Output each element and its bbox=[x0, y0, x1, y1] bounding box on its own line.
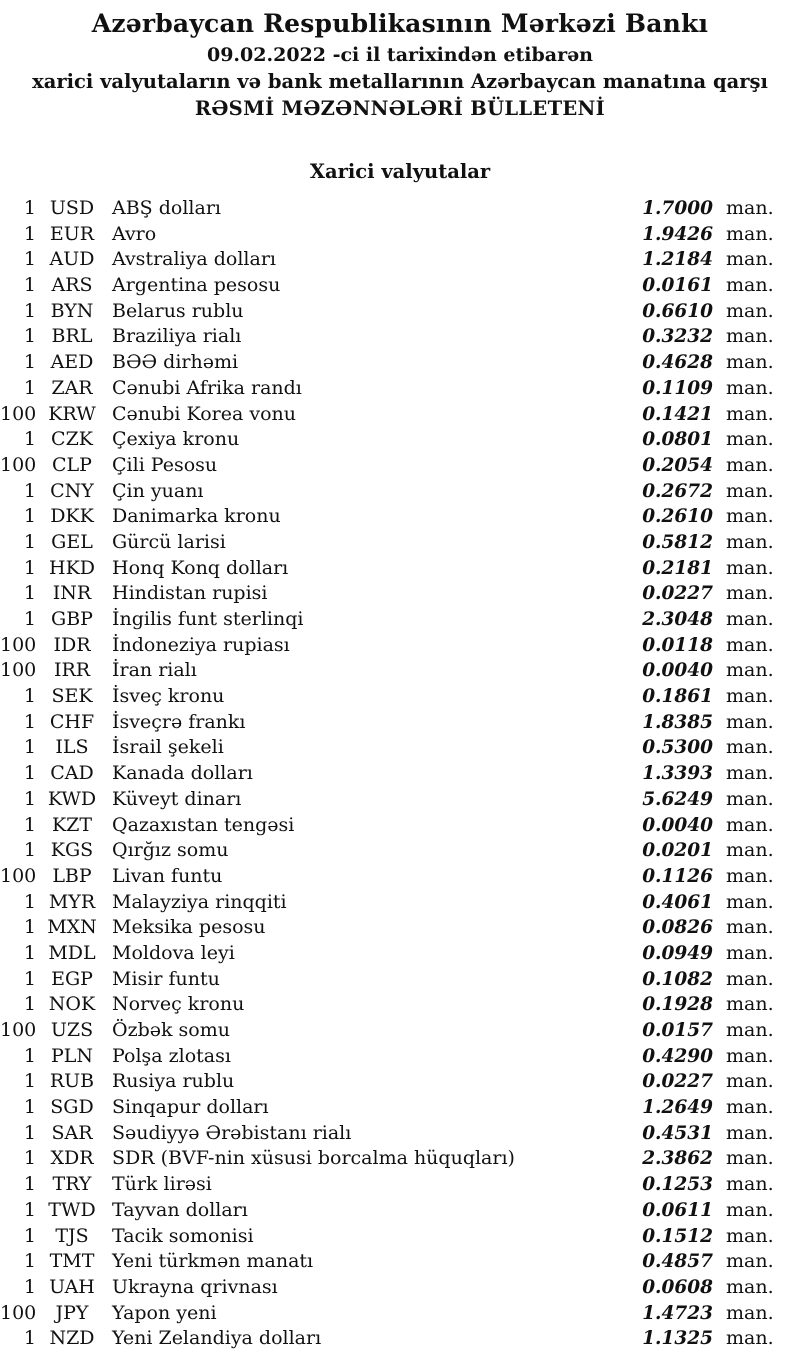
quantity-cell: 1 bbox=[23, 428, 36, 451]
currency-name-cell: Tayvan dolları bbox=[112, 1198, 248, 1221]
quantity-cell: 100 bbox=[0, 864, 37, 887]
table-row bbox=[0, 479, 800, 505]
currency-code-cell: CLP bbox=[52, 453, 92, 476]
currency-name-cell: İndoneziya rupiası bbox=[112, 633, 290, 656]
currency-name-cell: Braziliya rialı bbox=[112, 325, 242, 348]
unit-cell: man. bbox=[726, 1301, 774, 1324]
table-row bbox=[0, 941, 800, 967]
rate-cell: 0.0826 bbox=[642, 917, 713, 939]
quantity-cell: 1 bbox=[23, 1224, 36, 1247]
bank-title: Azərbaycan Respublikasının Mərkəzi Bankı bbox=[91, 9, 709, 38]
quantity-cell: 1 bbox=[23, 839, 36, 862]
unit-cell: man. bbox=[726, 659, 774, 682]
unit-cell: man. bbox=[726, 248, 774, 271]
table-row bbox=[0, 581, 800, 607]
currency-name-cell: Cənubi Korea vonu bbox=[112, 402, 296, 425]
currency-code-cell: SGD bbox=[50, 1096, 94, 1119]
unit-cell: man. bbox=[726, 479, 774, 502]
unit-cell: man. bbox=[726, 556, 774, 579]
table-row bbox=[0, 247, 800, 273]
currency-code-cell: ZAR bbox=[51, 376, 93, 399]
currency-name-cell: Cənubi Afrika randı bbox=[112, 376, 302, 399]
table-row bbox=[0, 1301, 800, 1327]
currency-code-cell: SEK bbox=[51, 685, 93, 708]
currency-table bbox=[0, 196, 800, 1352]
quantity-cell: 1 bbox=[23, 916, 36, 939]
quantity-cell: 1 bbox=[23, 762, 36, 785]
quantity-cell: 1 bbox=[23, 608, 36, 630]
currency-name-cell: Avstraliya dolları bbox=[112, 248, 276, 271]
table-row bbox=[0, 890, 800, 916]
document-header bbox=[0, 0, 800, 123]
rate-cell: 2.3862 bbox=[642, 1148, 713, 1170]
quantity-cell: 1 bbox=[23, 736, 36, 759]
currency-name-cell: Polşa zlotası bbox=[112, 1044, 231, 1067]
currency-code-cell: DKK bbox=[50, 505, 94, 528]
currency-name-cell: İsrail şekeli bbox=[112, 736, 224, 759]
unit-cell: man. bbox=[726, 402, 774, 425]
table-row bbox=[0, 710, 800, 736]
rate-cell: 0.0201 bbox=[642, 840, 713, 862]
table-row bbox=[0, 1249, 800, 1275]
unit-cell: man. bbox=[726, 1275, 774, 1298]
table-row bbox=[0, 787, 800, 813]
currency-code-cell: MYR bbox=[48, 890, 96, 913]
table-row bbox=[0, 324, 800, 350]
rate-cell: 0.0801 bbox=[642, 429, 713, 451]
currency-code-cell: RUB bbox=[49, 1070, 95, 1093]
table-row bbox=[0, 1224, 800, 1250]
table-row bbox=[0, 992, 800, 1018]
unit-cell: man. bbox=[726, 685, 774, 708]
table-row bbox=[0, 196, 800, 222]
unit-cell: man. bbox=[726, 1224, 774, 1247]
currency-name-cell: Çin yuanı bbox=[112, 479, 204, 502]
unit-cell: man. bbox=[726, 1327, 774, 1350]
currency-name-cell: Kanada dolları bbox=[112, 762, 253, 785]
quantity-cell: 1 bbox=[23, 813, 36, 836]
quantity-cell: 1 bbox=[23, 274, 36, 297]
currency-name-cell: Küveyt dinarı bbox=[112, 787, 242, 810]
quantity-cell: 1 bbox=[23, 967, 36, 990]
currency-name-cell: Norveç kronu bbox=[112, 993, 245, 1016]
currency-name-cell: Avro bbox=[112, 222, 157, 245]
quantity-cell: 1 bbox=[23, 1198, 36, 1221]
currency-code-cell: GEL bbox=[51, 530, 93, 553]
subject-line: xarici valyutaların və bank metallarının Azərbaycan manatına qarşı bbox=[32, 70, 768, 93]
currency-code-cell: ILS bbox=[55, 736, 89, 759]
unit-cell: man. bbox=[726, 890, 774, 913]
rate-cell: 0.4531 bbox=[642, 1122, 713, 1144]
rate-cell: 0.1421 bbox=[642, 403, 713, 425]
currency-name-cell: Argentina pesosu bbox=[112, 274, 281, 297]
currency-name-cell: Türk lirəsi bbox=[112, 1173, 212, 1196]
currency-code-cell: XDR bbox=[50, 1147, 94, 1170]
currency-code-cell: TRY bbox=[52, 1173, 92, 1196]
currency-code-cell: AUD bbox=[49, 248, 95, 271]
currency-code-cell: CZK bbox=[51, 428, 93, 451]
quantity-cell: 100 bbox=[0, 659, 37, 682]
table-row bbox=[0, 607, 800, 633]
unit-cell: man. bbox=[726, 1250, 774, 1273]
rate-cell: 2.3048 bbox=[642, 609, 713, 630]
unit-cell: man. bbox=[726, 1044, 774, 1067]
unit-cell: man. bbox=[726, 787, 774, 810]
currency-code-cell: HKD bbox=[49, 556, 95, 579]
rate-cell: 0.5300 bbox=[642, 737, 713, 759]
currency-code-cell: KZT bbox=[51, 813, 93, 836]
table-row bbox=[0, 1146, 800, 1172]
rate-cell: 0.4857 bbox=[642, 1251, 713, 1273]
rate-cell: 1.8385 bbox=[642, 711, 713, 733]
currency-name-cell: Çili Pesosu bbox=[112, 453, 218, 476]
currency-name-cell: İsveçrə frankı bbox=[112, 710, 246, 733]
unit-cell: man. bbox=[726, 762, 774, 785]
currency-name-cell: Moldova leyi bbox=[112, 941, 235, 964]
quantity-cell: 1 bbox=[23, 1250, 36, 1273]
table-row bbox=[0, 350, 800, 376]
currency-name-cell: Rusiya rublu bbox=[112, 1070, 235, 1093]
unit-cell: man. bbox=[726, 736, 774, 759]
table-row bbox=[0, 1095, 800, 1121]
currency-name-cell: Tacik somonisi bbox=[112, 1224, 254, 1247]
table-row bbox=[0, 658, 800, 684]
currency-name-cell: Ukrayna qrivnası bbox=[112, 1275, 278, 1298]
rate-cell: 0.1861 bbox=[642, 686, 713, 708]
table-row bbox=[0, 273, 800, 299]
rate-cell: 1.3393 bbox=[642, 763, 713, 785]
currency-code-cell: TJS bbox=[55, 1224, 89, 1247]
unit-cell: man. bbox=[726, 916, 774, 939]
unit-cell: man. bbox=[726, 710, 774, 733]
table-row bbox=[0, 376, 800, 402]
rate-cell: 1.2649 bbox=[642, 1097, 713, 1119]
currency-code-cell: NZD bbox=[49, 1327, 95, 1350]
rate-cell: 0.2181 bbox=[642, 557, 713, 579]
unit-cell: man. bbox=[726, 1096, 774, 1119]
currency-name-cell: Qazaxıstan tengəsi bbox=[112, 813, 295, 836]
unit-cell: man. bbox=[726, 967, 774, 990]
currency-name-cell: Yapon yeni bbox=[112, 1301, 217, 1324]
currency-name-cell: Honq Konq dolları bbox=[112, 556, 289, 579]
rate-cell: 0.1109 bbox=[642, 377, 713, 399]
rate-cell: 0.0161 bbox=[642, 275, 713, 297]
quantity-cell: 1 bbox=[23, 582, 36, 605]
rate-cell: 0.3232 bbox=[642, 326, 713, 348]
currency-code-cell: CAD bbox=[50, 762, 94, 785]
currency-name-cell: Meksika pesosu bbox=[112, 916, 266, 939]
quantity-cell: 1 bbox=[23, 505, 36, 528]
unit-cell: man. bbox=[726, 299, 774, 322]
table-row bbox=[0, 761, 800, 787]
currency-name-cell: İngilis funt sterlinqi bbox=[112, 608, 304, 630]
rate-cell: 1.7000 bbox=[642, 198, 713, 219]
currency-name-cell: BƏƏ dirhəmi bbox=[112, 351, 239, 374]
currency-name-cell: Yeni türkmən manatı bbox=[112, 1250, 314, 1273]
rate-cell: 1.1325 bbox=[642, 1328, 713, 1350]
currency-code-cell: CNY bbox=[50, 479, 94, 502]
currency-name-cell: Misir funtu bbox=[112, 967, 220, 990]
rate-cell: 0.0611 bbox=[642, 1199, 713, 1221]
table-row bbox=[0, 1121, 800, 1147]
quantity-cell: 1 bbox=[23, 530, 36, 553]
currency-code-cell: UZS bbox=[50, 1019, 94, 1041]
quantity-cell: 1 bbox=[23, 685, 36, 708]
unit-cell: man. bbox=[726, 608, 774, 630]
rate-cell: 0.2672 bbox=[642, 480, 713, 502]
quantity-cell: 1 bbox=[23, 1327, 36, 1350]
table-row bbox=[0, 556, 800, 582]
quantity-cell: 1 bbox=[23, 1173, 36, 1196]
effective-date-line: 09.02.2022 -ci il tarixindən etibarən bbox=[206, 44, 593, 66]
unit-cell: man. bbox=[726, 376, 774, 399]
currency-code-cell: KRW bbox=[48, 402, 96, 425]
quantity-cell: 1 bbox=[23, 710, 36, 733]
unit-cell: man. bbox=[726, 428, 774, 451]
table-row bbox=[0, 967, 800, 993]
table-row bbox=[0, 402, 800, 428]
rate-cell: 0.4628 bbox=[642, 352, 713, 374]
table-row bbox=[0, 1044, 800, 1070]
currency-code-cell: SAR bbox=[51, 1121, 93, 1144]
currency-name-cell: Gürcü larisi bbox=[112, 530, 226, 553]
quantity-cell: 100 bbox=[0, 633, 37, 656]
unit-cell: man. bbox=[726, 1173, 774, 1196]
table-row bbox=[0, 427, 800, 453]
quantity-cell: 1 bbox=[23, 787, 36, 810]
currency-code-cell: TWD bbox=[48, 1198, 96, 1221]
table-row bbox=[0, 453, 800, 479]
quantity-cell: 100 bbox=[0, 1301, 37, 1324]
currency-code-cell: GBP bbox=[51, 608, 93, 630]
currency-code-cell: EUR bbox=[49, 222, 95, 245]
quantity-cell: 1 bbox=[23, 197, 36, 219]
unit-cell: man. bbox=[726, 274, 774, 297]
currency-code-cell: EGP bbox=[51, 967, 93, 990]
currency-code-cell: LBP bbox=[52, 864, 92, 887]
currency-name-cell: Belarus rublu bbox=[112, 299, 244, 322]
unit-cell: man. bbox=[726, 197, 774, 219]
table-row bbox=[0, 633, 800, 659]
currency-code-cell: KWD bbox=[47, 787, 97, 810]
rate-cell: 0.0157 bbox=[642, 1020, 713, 1041]
currency-code-cell: IRR bbox=[53, 659, 91, 682]
rate-cell: 0.1512 bbox=[642, 1225, 713, 1247]
quantity-cell: 1 bbox=[23, 222, 36, 245]
table-row bbox=[0, 299, 800, 325]
currency-name-cell: SDR (BVF-nin xüsusi borcalma hüquqları) bbox=[112, 1147, 515, 1170]
currency-code-cell: NOK bbox=[48, 993, 96, 1016]
rate-cell: 0.5812 bbox=[642, 531, 713, 553]
rate-cell: 5.6249 bbox=[642, 788, 713, 810]
rate-cell: 0.0227 bbox=[642, 583, 713, 605]
currency-name-cell: Səudiyyə Ərəbistanı rialı bbox=[112, 1121, 352, 1144]
rate-cell: 0.4290 bbox=[642, 1045, 713, 1067]
quantity-cell: 1 bbox=[23, 351, 36, 374]
currency-name-cell: İsveç kronu bbox=[112, 685, 225, 708]
quantity-cell: 1 bbox=[23, 890, 36, 913]
quantity-cell: 1 bbox=[23, 1044, 36, 1067]
rate-cell: 0.0949 bbox=[642, 942, 713, 964]
currency-name-cell: Özbək somu bbox=[112, 1019, 230, 1041]
currency-name-cell: İran rialı bbox=[112, 659, 197, 682]
currency-name-cell: Hindistan rupisi bbox=[112, 582, 268, 605]
rate-cell: 0.0040 bbox=[642, 660, 713, 682]
rate-cell: 0.0118 bbox=[642, 634, 713, 656]
quantity-cell: 1 bbox=[23, 941, 36, 964]
unit-cell: man. bbox=[726, 633, 774, 656]
currency-code-cell: JPY bbox=[55, 1301, 89, 1324]
section-title-foreign-currencies: Xarici valyutalar bbox=[309, 160, 491, 183]
quantity-cell: 1 bbox=[23, 993, 36, 1016]
table-row bbox=[0, 530, 800, 556]
rate-cell: 1.4723 bbox=[642, 1302, 713, 1324]
table-row bbox=[0, 1172, 800, 1198]
currency-code-cell: TMT bbox=[49, 1250, 95, 1273]
unit-cell: man. bbox=[726, 839, 774, 862]
currency-code-cell: KGS bbox=[50, 839, 94, 862]
unit-cell: man. bbox=[726, 1070, 774, 1093]
table-row bbox=[0, 915, 800, 941]
quantity-cell: 1 bbox=[23, 1147, 36, 1170]
currency-name-cell: Yeni Zelandiya dolları bbox=[112, 1327, 322, 1350]
quantity-cell: 1 bbox=[23, 1121, 36, 1144]
rate-cell: 0.1253 bbox=[642, 1174, 713, 1196]
quantity-cell: 1 bbox=[23, 248, 36, 271]
currency-code-cell: AED bbox=[50, 351, 94, 374]
currency-name-cell: Malayziya rinqqiti bbox=[112, 890, 287, 913]
currency-name-cell: Danimarka kronu bbox=[112, 505, 281, 528]
table-row bbox=[0, 864, 800, 890]
table-row bbox=[0, 222, 800, 248]
rate-cell: 0.0608 bbox=[642, 1276, 713, 1298]
currency-code-cell: MXN bbox=[47, 916, 97, 939]
bulletin-title: RƏSMİ MƏZƏNNƏLƏRİ BÜLLETENİ bbox=[194, 97, 606, 120]
unit-cell: man. bbox=[726, 993, 774, 1016]
quantity-cell: 1 bbox=[23, 376, 36, 399]
unit-cell: man. bbox=[726, 1019, 774, 1041]
table-row bbox=[0, 1198, 800, 1224]
rate-cell: 1.2184 bbox=[642, 249, 713, 271]
unit-cell: man. bbox=[726, 1121, 774, 1144]
rate-cell: 1.9426 bbox=[642, 223, 713, 245]
currency-name-cell: Livan funtu bbox=[112, 864, 223, 887]
unit-cell: man. bbox=[726, 505, 774, 528]
quantity-cell: 100 bbox=[0, 1019, 37, 1041]
rate-cell: 0.0227 bbox=[642, 1071, 713, 1093]
table-row bbox=[0, 1018, 800, 1044]
table-row bbox=[0, 735, 800, 761]
table-row bbox=[0, 1326, 800, 1352]
unit-cell: man. bbox=[726, 1198, 774, 1221]
rate-cell: 0.1126 bbox=[642, 865, 713, 887]
quantity-cell: 1 bbox=[23, 556, 36, 579]
quantity-cell: 1 bbox=[23, 325, 36, 348]
currency-code-cell: INR bbox=[52, 582, 92, 605]
currency-name-cell: Qırğız somu bbox=[112, 839, 229, 862]
table-row bbox=[0, 1275, 800, 1301]
quantity-cell: 1 bbox=[23, 299, 36, 322]
currency-code-cell: BYN bbox=[50, 299, 94, 322]
unit-cell: man. bbox=[726, 1147, 774, 1170]
rate-cell: 0.1928 bbox=[642, 994, 713, 1016]
table-row bbox=[0, 504, 800, 530]
rate-cell: 0.2610 bbox=[642, 506, 713, 528]
table-row bbox=[0, 684, 800, 710]
currency-name-cell: Sinqapur dolları bbox=[112, 1096, 269, 1119]
currency-code-cell: BRL bbox=[51, 325, 93, 348]
unit-cell: man. bbox=[726, 813, 774, 836]
unit-cell: man. bbox=[726, 941, 774, 964]
quantity-cell: 1 bbox=[23, 1070, 36, 1093]
table-row bbox=[0, 838, 800, 864]
currency-code-cell: USD bbox=[49, 197, 95, 219]
rate-cell: 0.4061 bbox=[642, 891, 713, 913]
quantity-cell: 1 bbox=[23, 479, 36, 502]
rate-cell: 0.0040 bbox=[642, 814, 713, 836]
unit-cell: man. bbox=[726, 351, 774, 374]
unit-cell: man. bbox=[726, 453, 774, 476]
currency-code-cell: ARS bbox=[51, 274, 93, 297]
unit-cell: man. bbox=[726, 864, 774, 887]
currency-name-cell: ABŞ dolları bbox=[112, 197, 221, 219]
rate-cell: 0.6610 bbox=[642, 300, 713, 322]
quantity-cell: 1 bbox=[23, 1096, 36, 1119]
unit-cell: man. bbox=[726, 530, 774, 553]
currency-code-cell: UAH bbox=[49, 1275, 95, 1298]
currency-name-cell: Çexiya kronu bbox=[112, 428, 240, 451]
rate-cell: 0.2054 bbox=[642, 454, 713, 476]
unit-cell: man. bbox=[726, 222, 774, 245]
quantity-cell: 100 bbox=[0, 453, 37, 476]
table-row bbox=[0, 1069, 800, 1095]
unit-cell: man. bbox=[726, 325, 774, 348]
currency-code-cell: IDR bbox=[53, 633, 91, 656]
table-row bbox=[0, 813, 800, 839]
currency-code-cell: CHF bbox=[49, 710, 95, 733]
rate-cell: 0.1082 bbox=[642, 968, 713, 990]
quantity-cell: 1 bbox=[23, 1275, 36, 1298]
quantity-cell: 100 bbox=[0, 402, 37, 425]
currency-code-cell: MDL bbox=[48, 941, 96, 964]
unit-cell: man. bbox=[726, 582, 774, 605]
currency-code-cell: PLN bbox=[50, 1044, 94, 1067]
